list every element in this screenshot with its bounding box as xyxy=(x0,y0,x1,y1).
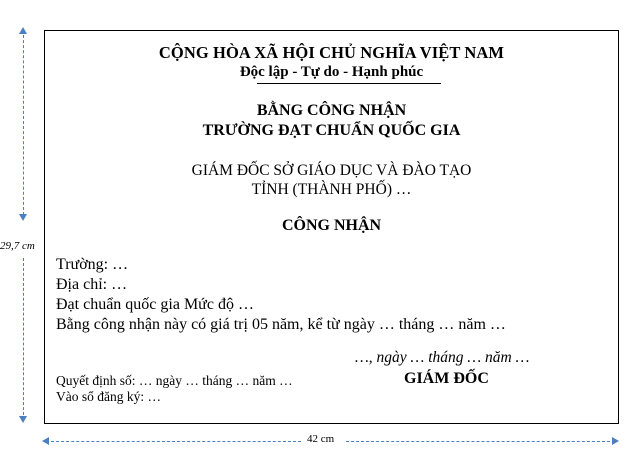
decision-number: Quyết định số: … ngày … tháng … năm … xyxy=(56,373,293,388)
issuer-line-2: TỈNH (THÀNH PHỐ) … xyxy=(251,181,412,198)
address-field: Địa chỉ: … xyxy=(56,276,128,293)
motto: Độc lập - Tự do - Hạnh phúc xyxy=(239,64,424,80)
height-label: 29,7 cm xyxy=(0,240,35,252)
motto-underline xyxy=(257,83,441,84)
width-arrow-right xyxy=(612,437,619,445)
level-field: Đạt chuẩn quốc gia Mức độ … xyxy=(56,296,254,313)
width-dimension-line-left xyxy=(46,441,301,442)
signature-title: GIÁM ĐỐC xyxy=(404,370,489,387)
certificate-subtitle: TRƯỜNG ĐẠT CHUẨN QUỐC GIA xyxy=(202,122,461,139)
height-arrow-bottom xyxy=(19,416,27,423)
school-field: Trường: … xyxy=(56,256,129,273)
recognize-heading: CÔNG NHẬN xyxy=(281,217,382,234)
certificate-title: BẰNG CÔNG NHẬN xyxy=(256,102,407,119)
registry-entry: Vào sổ đăng ký: … xyxy=(56,389,161,404)
height-dimension-line-bottom xyxy=(23,258,24,420)
date-line: …, ngày … tháng … năm … xyxy=(355,349,530,366)
height-arrow-mid xyxy=(19,214,27,221)
width-label: 42 cm xyxy=(307,433,335,445)
nation-title: CỘNG HÒA XÃ HỘI CHỦ NGHĨA VIỆT NAM xyxy=(158,43,505,62)
validity-field: Bằng công nhận này có giá trị 05 năm, kể từ ngày … tháng … năm … xyxy=(56,316,506,333)
issuer-line-1: GIÁM ĐỐC SỞ GIÁO DỤC VÀ ĐÀO TẠO xyxy=(191,162,472,179)
height-dimension-line-top xyxy=(23,30,24,215)
certificate-sheet xyxy=(44,30,619,424)
width-dimension-line-right xyxy=(346,441,615,442)
